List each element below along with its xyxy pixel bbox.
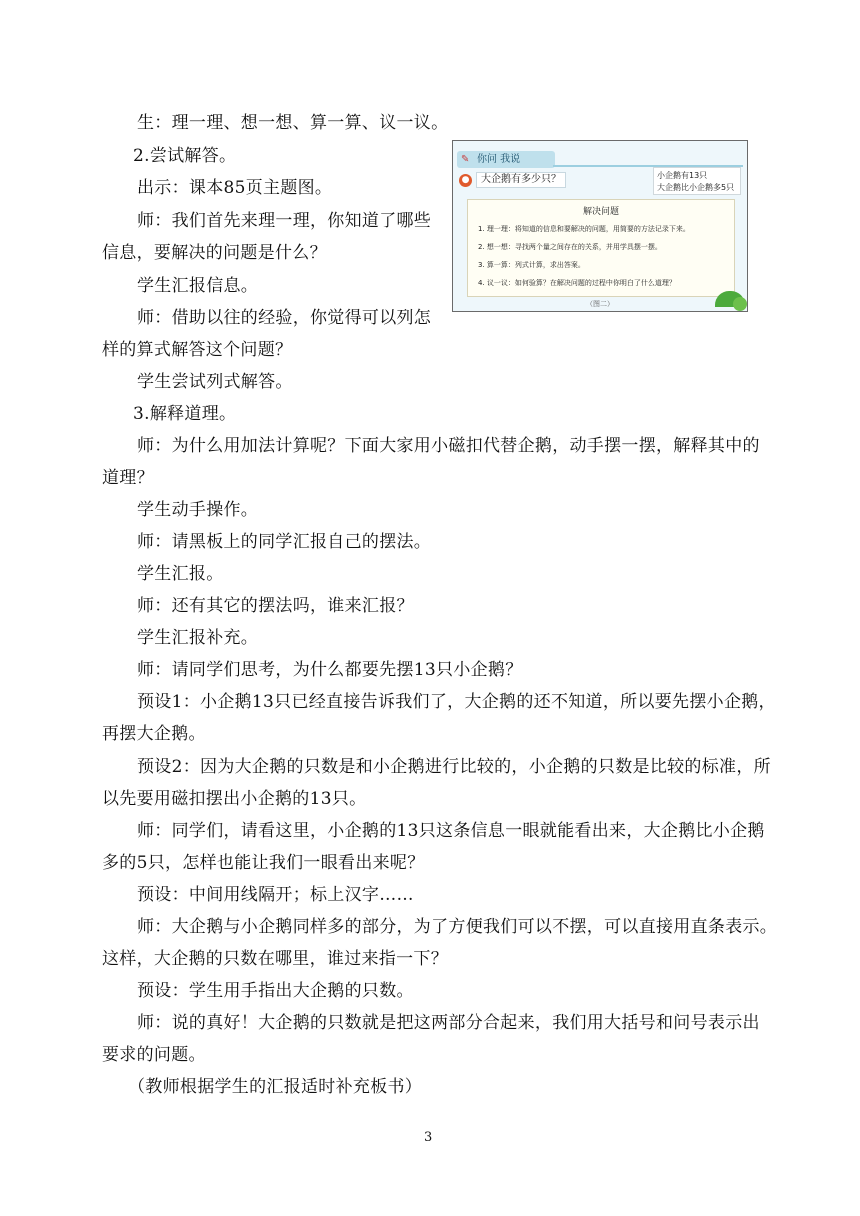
text-line: 样的算式解答这个问题？ — [102, 340, 293, 360]
figure-question-text: 大企鹅有多少只？ — [476, 172, 566, 188]
text-line: 师：请同学们思考，为什么都要先摆13只小企鹅？ — [137, 660, 523, 680]
figure-panel-title: 解决问题 — [582, 207, 619, 217]
figure-tab-label: 你问 我说 — [477, 154, 521, 165]
textbook-figure — [452, 140, 748, 312]
text-line: 师：我们首先来理一理，你知道了哪些 — [137, 211, 432, 231]
figure-question — [459, 172, 566, 188]
text-line: 师：请黑板上的同学汇报自己的摆法。 — [137, 532, 432, 552]
figure-note-line: 大企鹅比小企鹅多5只 — [657, 183, 735, 192]
text-line: 预设2：因为大企鹅的只数是和小企鹅进行比较的，小企鹅的只数是比较的标准，所 — [137, 757, 771, 777]
text-line: 信息，要解决的问题是什么？ — [102, 243, 327, 263]
text-line: 师：大企鹅与小企鹅同样多的部分，为了方便我们可以不摆，可以直接用直条表示。 — [137, 917, 778, 937]
figure-step: 4. 议一议：如何验算？在解决问题的过程中你明白了什么道理？ — [478, 279, 676, 287]
text-line: 学生动手操作。 — [137, 500, 259, 520]
figure-steps-panel — [467, 199, 735, 297]
text-line: 生：理一理、想一想、算一算、议一议。 — [137, 113, 449, 133]
figure-caption: （图二） — [586, 300, 614, 308]
figure-note-line: 小企鹅有13只 — [657, 171, 708, 180]
text-line: 多的5只，怎样也能让我们一眼看出来呢？ — [102, 853, 425, 873]
question-bullet-icon: ● — [459, 174, 472, 187]
pencil-icon: ✎ — [461, 154, 470, 165]
text-line: 预设：中间用线隔开；标上汉字…… — [137, 885, 414, 905]
text-line: 再摆大企鹅。 — [102, 724, 206, 744]
text-line: （教师根据学生的汇报适时补充板书） — [128, 1077, 423, 1097]
figure-info-note — [653, 167, 741, 195]
text-line: 师：说的真好！大企鹅的只数就是把这两部分合起来，我们用大括号和问号表示出 — [137, 1013, 760, 1033]
grass-decoration — [733, 297, 747, 311]
text-line: 要求的问题。 — [102, 1045, 206, 1065]
text-line: 师：还有其它的摆法吗，谁来汇报？ — [137, 596, 414, 616]
figure-step: 2. 想一想：寻找两个量之间存在的关系，并用学具摆一摆。 — [478, 243, 662, 251]
section-heading: 3.解释道理。 — [133, 404, 237, 424]
text-line: 预设1：小企鹅13只已经直接告诉我们了，大企鹅的还不知道，所以要先摆小企鹅， — [137, 692, 776, 712]
figure-step: 1. 理一理：将知道的信息和要解决的问题，用简要的方法记录下来。 — [478, 225, 690, 233]
text-line: 学生汇报补充。 — [137, 628, 259, 648]
text-line: 学生汇报信息。 — [137, 276, 259, 296]
text-line: 道理？ — [102, 468, 154, 488]
text-line: 师：借助以往的经验，你觉得可以列怎 — [137, 308, 432, 328]
text-line: 学生尝试列式解答。 — [137, 372, 293, 392]
text-line: 预设：学生用手指出大企鹅的只数。 — [137, 981, 414, 1001]
text-line: 出示：课本85页主题图。 — [137, 178, 333, 198]
page-number: 3 — [424, 1130, 433, 1145]
text-line: 这样，大企鹅的只数在哪里，谁过来指一下？ — [102, 949, 448, 969]
figure-tab — [457, 151, 555, 168]
section-heading: 2.尝试解答。 — [133, 146, 237, 166]
figure-step: 3. 算一算：列式计算，求出答案。 — [478, 261, 585, 269]
text-line: 师：为什么用加法计算呢？下面大家用小磁扣代替企鹅，动手摆一摆，解释其中的 — [137, 436, 760, 456]
text-line: 师：同学们，请看这里，小企鹅的13只这条信息一眼就能看出来，大企鹅比小企鹅 — [137, 821, 765, 841]
text-line: 学生汇报。 — [137, 564, 224, 584]
text-line: 以先要用磁扣摆出小企鹅的13只。 — [102, 789, 367, 809]
